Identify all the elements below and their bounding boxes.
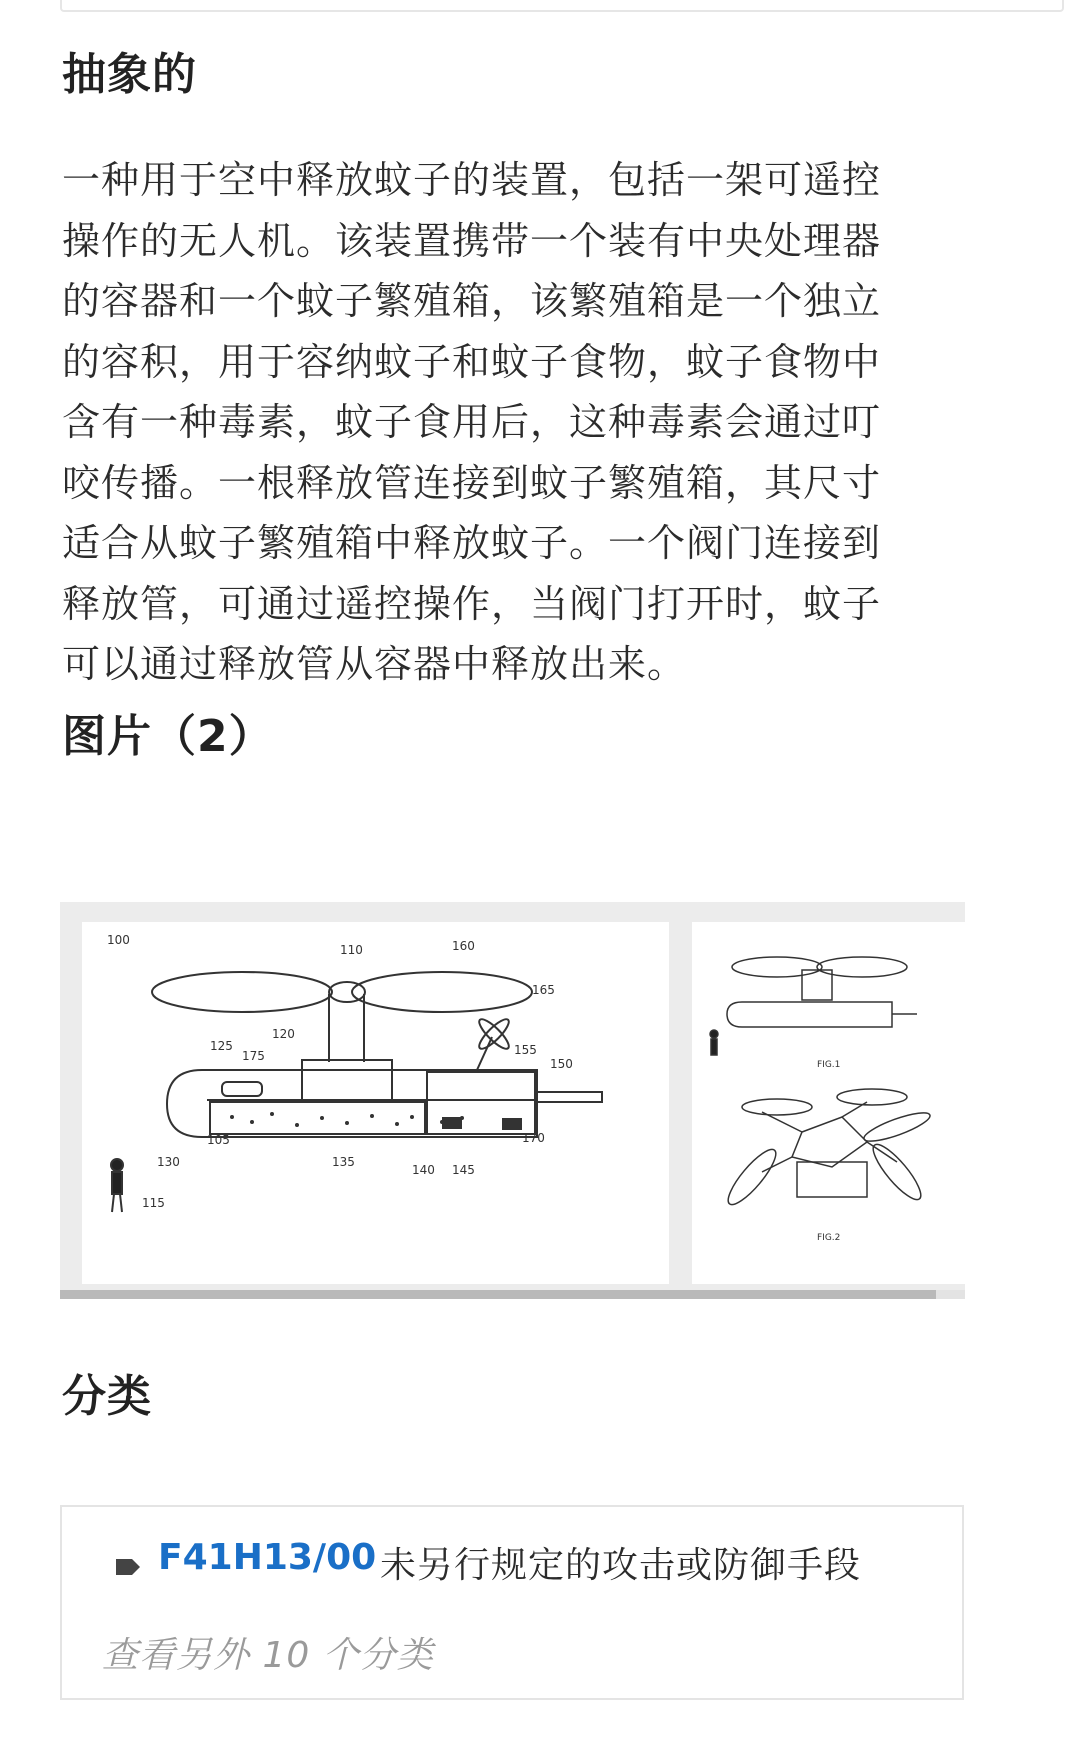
fig-label-170: 170 <box>522 1131 545 1145</box>
fig-label-115: 115 <box>142 1196 165 1210</box>
fig-label-155: 155 <box>514 1043 537 1057</box>
classification-description: 未另行规定的攻击或防御手段 <box>380 1545 862 1586</box>
abstract-heading: 抽象的 <box>62 49 197 100</box>
classification-heading: 分类 <box>62 1371 152 1422</box>
fig-label-130: 130 <box>157 1155 180 1169</box>
images-heading: 图片（2） <box>62 711 274 762</box>
fig1-caption: FIG.1 <box>817 1060 841 1070</box>
fig-label-110: 110 <box>340 943 363 957</box>
drone-diagram-sheet <box>692 922 965 1284</box>
fig-label-160: 160 <box>452 939 475 953</box>
fig-label-125: 125 <box>210 1039 233 1053</box>
tag-icon <box>114 1557 142 1577</box>
fig2-caption: FIG.2 <box>817 1233 841 1243</box>
fig-label-140: 140 <box>412 1163 435 1177</box>
fig-label-100: 100 <box>107 933 130 947</box>
classification-code-link[interactable]: F41H13/00 <box>158 1537 377 1578</box>
image-gallery[interactable] <box>60 902 965 1299</box>
gallery-scrollbar-thumb[interactable] <box>60 1290 936 1299</box>
fig-label-150: 150 <box>550 1057 573 1071</box>
more-classifications-link[interactable]: 查看另外 10 个分类 <box>102 1635 434 1676</box>
fig-label-135: 135 <box>332 1155 355 1169</box>
drone-diagram-side <box>82 922 669 1284</box>
gallery-scrollbar[interactable] <box>60 1290 965 1299</box>
abstract-text: 一种用于空中释放蚊子的装置，包括一架可遥控操作的无人机。该装置携带一个装有中央处理器的容器和一个蚊子繁殖箱，该繁殖箱是一个独立的容积，用于容纳蚊子和蚊子食物，蚊子食物中含有一种毒素，蚊子食用后，这种毒素会通过叮咬传播。一根释放管连接到蚊子繁殖箱，其尺寸适合从蚊子繁殖箱中释放蚊子。一个阀门连接到释放管，可通过遥控操作，当阀门打开时，蚊子可以通过释放管从容器中释放出来。 <box>62 158 882 686</box>
fig-label-175: 175 <box>242 1049 265 1063</box>
classification-card <box>60 1505 964 1700</box>
fig-label-105: 105 <box>207 1133 230 1147</box>
patent-figure-2-thumbnail[interactable] <box>692 922 965 1284</box>
fig-label-120: 120 <box>272 1027 295 1041</box>
previous-section-card <box>60 0 1064 12</box>
fig-label-165: 165 <box>532 983 555 997</box>
patent-figure-1-thumbnail[interactable] <box>82 922 669 1284</box>
fig-label-145: 145 <box>452 1163 475 1177</box>
